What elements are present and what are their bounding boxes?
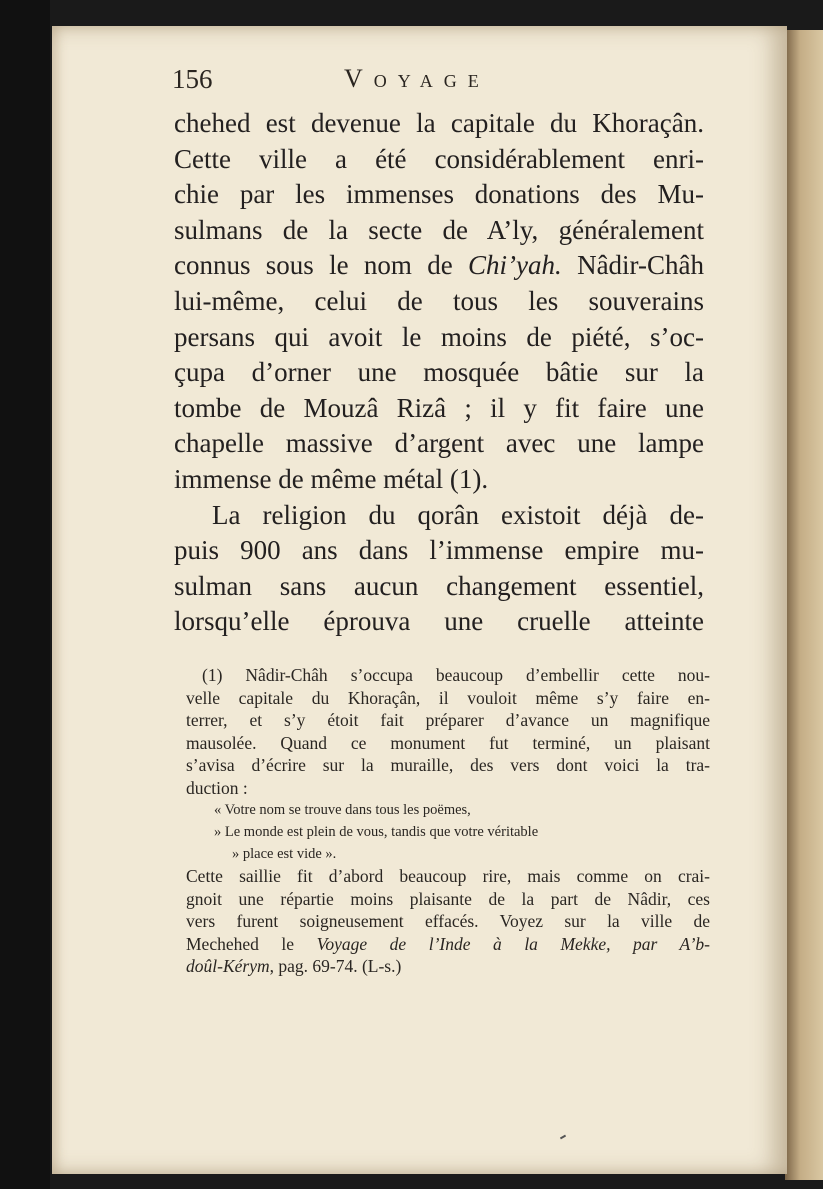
body-line: puis 900 ans dans l’immense empire mu- bbox=[174, 535, 704, 566]
footnote-line: gnoit une répartie moins plaisante de la part de Nâdir, ces bbox=[186, 888, 710, 909]
footnote-line: Cette saillie fit d’abord beaucoup rire, mais comme on crai- bbox=[186, 866, 710, 886]
left-background bbox=[0, 0, 50, 1189]
footnote bbox=[186, 664, 710, 978]
body-line: sulmans de la secte de A’ly, généralement bbox=[174, 214, 704, 245]
footnote-line: vers furent soigneusement effacés. Voyez sur la ville de bbox=[186, 911, 710, 931]
body-line-suffix: Nâdir-Châh bbox=[561, 250, 704, 281]
body-line: chie par les immenses donations des Mu- bbox=[174, 179, 704, 210]
footnote-line-with-italic bbox=[186, 933, 710, 956]
running-title: Voyage bbox=[344, 64, 490, 93]
verse-line: « Votre nom se trouve dans tous les poëmes, bbox=[214, 802, 471, 818]
body-line: Cette ville a été considérablement enri- bbox=[174, 143, 704, 174]
body-line-with-italic bbox=[174, 248, 704, 284]
italic-term: Chi’yah. bbox=[468, 250, 562, 281]
footnote-line: terrer, et s’y étoit fait préparer d’avance un magnifique bbox=[186, 710, 710, 730]
footnote-line-with-italic bbox=[186, 955, 710, 978]
body-line: chapelle massive d’argent avec une lampe bbox=[174, 428, 704, 459]
footnote-line: (1) Nâdir-Châh s’occupa beaucoup d’embellir cette nou- bbox=[202, 665, 710, 685]
verse-line: » place est vide ». bbox=[232, 846, 337, 862]
page-number: 156 bbox=[172, 64, 213, 94]
body-text bbox=[174, 106, 704, 640]
body-line-prefix: connus sous le nom de bbox=[174, 250, 469, 281]
footnote-prefix: Mechehed le bbox=[186, 933, 317, 954]
verse-line: » Le monde est plein de vous, tandis que votre véritable bbox=[214, 824, 539, 840]
footnote-line: mausolée. Quand ce monument fut terminé, un plaisant bbox=[186, 732, 710, 753]
body-line: çupa d’orner une mosquée bâtie sur la bbox=[174, 357, 704, 388]
body-line: persans qui avoit le moins de piété, s’oc- bbox=[174, 321, 704, 352]
footnote-italic-title: Voyage de l’Inde à la Mekke, par A’b- bbox=[316, 933, 710, 954]
body-line: lui-même, celui de tous les souverains bbox=[174, 285, 704, 316]
footnote-citation: , pag. 69-74. (L-s.) bbox=[269, 956, 402, 976]
running-head bbox=[172, 64, 712, 100]
footnote-line: duction : bbox=[186, 777, 248, 798]
footnote-line: velle capitale du Khoraçân, il vouloit même s’y faire en- bbox=[186, 687, 710, 708]
footnote-line: s’avisa d’écrire sur la muraille, des vers dont voici la tra- bbox=[186, 755, 710, 775]
next-page-edge bbox=[785, 30, 823, 1180]
body-line: chehed est devenue la capitale du Khoraçân. bbox=[174, 108, 704, 138]
paragraph-start-line: La religion du qorân existoit déjà de- bbox=[212, 499, 704, 530]
body-line: tombe de Mouzâ Rizâ ; il y fit faire une bbox=[174, 392, 704, 423]
body-line: immense de même métal (1). bbox=[174, 463, 489, 494]
body-line: lorsqu’elle éprouva une cruelle atteinte bbox=[174, 606, 704, 637]
footnote-italic-author: doûl-Kérym bbox=[186, 956, 270, 976]
body-line: sulman sans aucun changement essentiel, bbox=[174, 570, 704, 601]
